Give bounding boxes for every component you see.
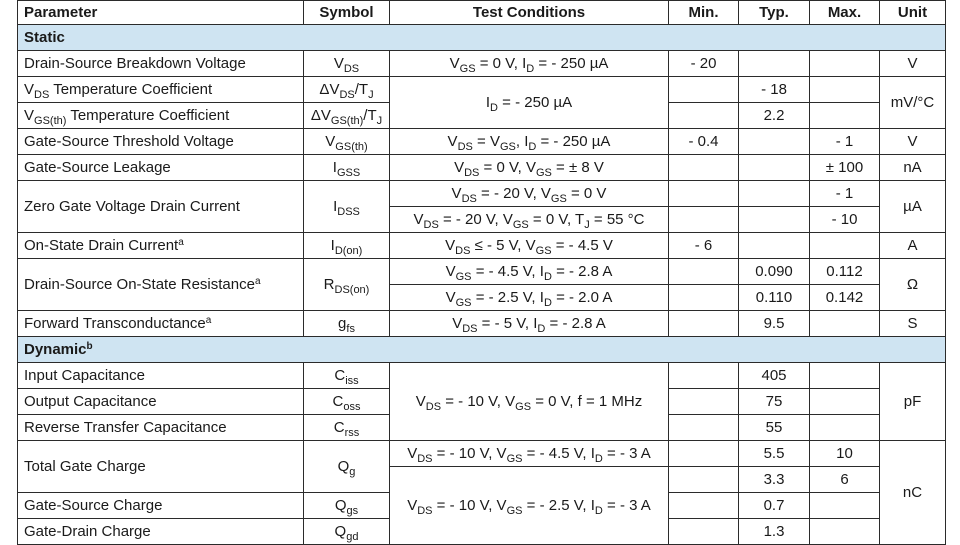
- test-condition-cell: $V_{DS}$ = - 10 V, $V_{GS} = 0$ V, f = 1 MHz: [390, 363, 669, 441]
- max-cell: 10: [810, 441, 880, 467]
- max-cell: 0.142: [810, 285, 880, 311]
- symbol-cell: $V_{DS}$: [304, 51, 390, 77]
- param-on-state-drain-current: [18, 233, 304, 259]
- typ-cell: - 18: [739, 77, 810, 103]
- param-gate-drain-charge: Gate-Drain Charge: [18, 519, 304, 545]
- typ-cell: [739, 51, 810, 77]
- symbol-cell: $Q_{gs}$: [304, 493, 390, 519]
- max-cell: [810, 519, 880, 545]
- header-typ: Typ.: [739, 1, 810, 25]
- section-static-title: Static: [18, 25, 946, 51]
- header-symbol: Symbol: [304, 1, 390, 25]
- typ-cell: 1.3: [739, 519, 810, 545]
- typ-cell: [739, 155, 810, 181]
- test-condition-cell: $V_{DS}$ ≤ - 5 V, $V_{GS}$ = - 4.5 V: [390, 233, 669, 259]
- min-cell: [669, 415, 739, 441]
- test-condition-cell: $V_{DS}$ = - 20 V, $V_{GS} = 0$ V, $T_J = 55$ °C: [390, 207, 669, 233]
- unit-cell: V: [880, 129, 946, 155]
- typ-cell: 5.5: [739, 441, 810, 467]
- typ-cell: [739, 207, 810, 233]
- table-row: [18, 233, 946, 259]
- param-breakdown-voltage: Drain-Source Breakdown Voltage: [18, 51, 304, 77]
- unit-cell: V: [880, 51, 946, 77]
- param-vds-temp-coefficient: $V_{DS}$ Temperature Coefficient: [18, 77, 304, 103]
- max-cell: 0.112: [810, 259, 880, 285]
- min-cell: [669, 311, 739, 337]
- section-dynamic-title: [18, 337, 946, 363]
- param-gate-source-charge: Gate-Source Charge: [18, 493, 304, 519]
- typ-cell: 0.7: [739, 493, 810, 519]
- header-test-conditions: Test Conditions: [390, 1, 669, 25]
- min-cell: [669, 155, 739, 181]
- footnote-mark: a: [178, 236, 184, 248]
- min-cell: [669, 181, 739, 207]
- min-cell: [669, 363, 739, 389]
- param-on-state-resistance: [18, 259, 304, 311]
- symbol-cell: $I_{GSS}$: [304, 155, 390, 181]
- test-condition-cell: $V_{DS} = V_{GS}$, $I_D$ = - 250 µA: [390, 129, 669, 155]
- min-cell: - 6: [669, 233, 739, 259]
- min-cell: [669, 285, 739, 311]
- min-cell: [669, 441, 739, 467]
- symbol-cell: $I_{DSS}$: [304, 181, 390, 233]
- min-cell: [669, 207, 739, 233]
- param-text: On-State Drain Current: [24, 236, 179, 254]
- param-text: Forward Transconductance: [24, 314, 206, 332]
- symbol-cell: $Q_g$: [304, 441, 390, 493]
- table-row: [18, 441, 946, 467]
- symbol-cell: $C_{oss}$: [304, 389, 390, 415]
- max-cell: [810, 77, 880, 103]
- header-parameter: Parameter: [18, 1, 304, 25]
- symbol-cell: $V_{GS(th)}$: [304, 129, 390, 155]
- max-cell: ± 100: [810, 155, 880, 181]
- min-cell: [669, 103, 739, 129]
- param-reverse-transfer-capacitance: Reverse Transfer Capacitance: [18, 415, 304, 441]
- symbol-cell: $R_{DS(on)}$: [304, 259, 390, 311]
- symbol-cell: $C_{rss}$: [304, 415, 390, 441]
- table-row: [18, 129, 946, 155]
- header-unit: Unit: [880, 1, 946, 25]
- header-max: Max.: [810, 1, 880, 25]
- min-cell: - 20: [669, 51, 739, 77]
- max-cell: [810, 51, 880, 77]
- param-total-gate-charge: Total Gate Charge: [18, 441, 304, 493]
- min-cell: [669, 467, 739, 493]
- param-input-capacitance: Input Capacitance: [18, 363, 304, 389]
- test-condition-cell: $V_{DS}$ = - 10 V, $V_{GS}$ = - 4.5 V, $I_D$ = - 3 A: [390, 441, 669, 467]
- typ-cell: [739, 181, 810, 207]
- section-dynamic-row: [18, 337, 946, 363]
- min-cell: [669, 519, 739, 545]
- spec-table: [17, 0, 946, 545]
- symbol-cell: $I_{D(on)}$: [304, 233, 390, 259]
- table-row: [18, 51, 946, 77]
- min-cell: - 0.4: [669, 129, 739, 155]
- table-row: [18, 259, 946, 285]
- symbol-cell: $\Delta V_{DS}/T_J$: [304, 77, 390, 103]
- max-cell: [810, 389, 880, 415]
- max-cell: - 1: [810, 181, 880, 207]
- typ-cell: 2.2: [739, 103, 810, 129]
- typ-cell: [739, 129, 810, 155]
- symbol-cell: $\Delta V_{GS(th)}/T_J$: [304, 103, 390, 129]
- param-forward-transconductance: [18, 311, 304, 337]
- unit-cell: mV/°C: [880, 77, 946, 129]
- typ-cell: 0.110: [739, 285, 810, 311]
- test-condition-cell: $V_{GS}$ = - 2.5 V, $I_D$ = - 2.0 A: [390, 285, 669, 311]
- max-cell: [810, 363, 880, 389]
- max-cell: [810, 415, 880, 441]
- footnote-mark: a: [254, 275, 261, 287]
- max-cell: - 10: [810, 207, 880, 233]
- test-condition-cell: $V_{DS}$ = - 10 V, $V_{GS}$ = - 2.5 V, $I_D$ = - 3 A: [390, 467, 669, 545]
- footnote-mark: b: [86, 340, 93, 352]
- typ-cell: 75: [739, 389, 810, 415]
- table-row: [18, 155, 946, 181]
- max-cell: [810, 233, 880, 259]
- param-output-capacitance: Output Capacitance: [18, 389, 304, 415]
- symbol-cell: $g_{fs}$: [304, 311, 390, 337]
- min-cell: [669, 389, 739, 415]
- max-cell: [810, 493, 880, 519]
- unit-cell: Ω: [880, 259, 946, 311]
- param-suffix: Temperature Coefficient: [49, 80, 213, 98]
- min-cell: [669, 77, 739, 103]
- header-row: [18, 1, 946, 25]
- header-min: Min.: [669, 1, 739, 25]
- symbol-cell: $Q_{gd}$: [304, 519, 390, 545]
- param-zero-gate-drain-current: Zero Gate Voltage Drain Current: [18, 181, 304, 233]
- param-gate-leakage: Gate-Source Leakage: [18, 155, 304, 181]
- max-cell: - 1: [810, 129, 880, 155]
- typ-cell: 405: [739, 363, 810, 389]
- test-condition-cell: $V_{DS} = 0$ V, $V_{GS}$ = ± 8 V: [390, 155, 669, 181]
- typ-cell: 55: [739, 415, 810, 441]
- test-condition-cell: $V_{GS}$ = - 4.5 V, $I_D$ = - 2.8 A: [390, 259, 669, 285]
- symbol-cell: $C_{iss}$: [304, 363, 390, 389]
- min-cell: [669, 259, 739, 285]
- max-cell: 6: [810, 467, 880, 493]
- unit-cell: µA: [880, 181, 946, 233]
- param-text: Drain-Source On-State Resistance: [24, 275, 255, 293]
- typ-cell: [739, 233, 810, 259]
- section-dynamic-text: Dynamic: [24, 340, 87, 358]
- typ-cell: 3.3: [739, 467, 810, 493]
- unit-cell: pF: [880, 363, 946, 441]
- max-cell: [810, 103, 880, 129]
- table-row: [18, 311, 946, 337]
- table-row: [18, 363, 946, 389]
- min-cell: [669, 493, 739, 519]
- typ-cell: 0.090: [739, 259, 810, 285]
- test-condition-cell: $V_{DS}$ = - 20 V, $V_{GS} = 0$ V: [390, 181, 669, 207]
- footnote-mark: a: [205, 314, 212, 326]
- test-condition-cell: $V_{DS}$ = - 5 V, $I_D$ = - 2.8 A: [390, 311, 669, 337]
- section-static-row: [18, 25, 946, 51]
- test-condition-cell: $V_{GS} = 0$ V, $I_D$ = - 250 µA: [390, 51, 669, 77]
- param-suffix: Temperature Coefficient: [66, 106, 230, 124]
- table-row: [18, 181, 946, 207]
- unit-cell: S: [880, 311, 946, 337]
- max-cell: [810, 311, 880, 337]
- typ-cell: 9.5: [739, 311, 810, 337]
- unit-cell: A: [880, 233, 946, 259]
- param-vgs-temp-coefficient: $V_{GS(th)}$ Temperature Coefficient: [18, 103, 304, 129]
- test-condition-cell: $I_D$ = - 250 µA: [390, 77, 669, 129]
- table-row: [18, 77, 946, 103]
- unit-cell: nA: [880, 155, 946, 181]
- param-threshold-voltage: Gate-Source Threshold Voltage: [18, 129, 304, 155]
- unit-cell: nC: [880, 441, 946, 545]
